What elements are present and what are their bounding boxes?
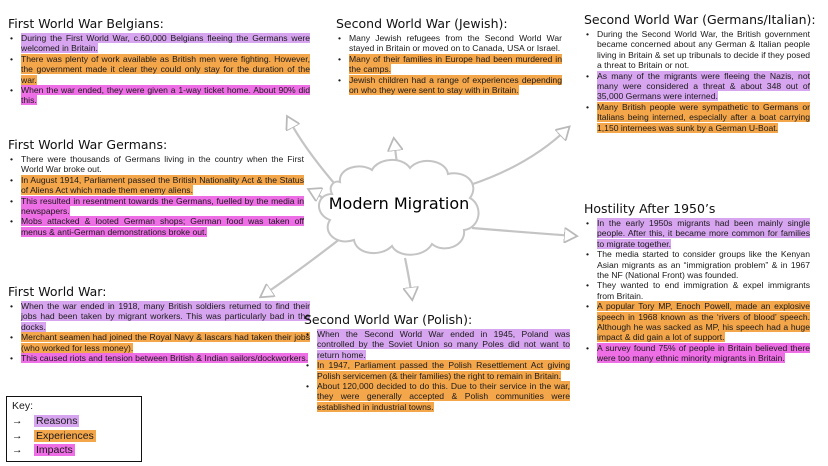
section-hostility-after-1950s [584, 201, 810, 364]
list-item-text: When the war ended, they were given a 1-way ticket home. About 90% did this. [21, 85, 310, 106]
section-wwii-polish [304, 312, 570, 412]
bullet-list [8, 154, 304, 237]
list-item-text: Jewish children had a range of experiences depending on who they were sent to stay with in Britain. [349, 74, 562, 96]
list-item-text: Many Jewish refugees from the Second World War stayed in Britain or moved on to Canada, USA or Israel. [349, 33, 562, 54]
list-item [8, 353, 310, 363]
key-title: Key: [12, 400, 34, 412]
list-item [304, 360, 570, 381]
list-item [336, 75, 562, 96]
bullet-list [584, 29, 810, 133]
right-arrow-icon: → [12, 444, 23, 456]
list-item-text: They wanted to end immigration & expel immigrants from Britain. [597, 280, 810, 301]
section-wwi-belgians [8, 16, 310, 106]
key-item-experiences [12, 429, 136, 444]
list-item [584, 102, 810, 133]
list-item-text: About 120,000 decided to do this. Due to their service in the war, they were generally accepted & Polish communities were established in industrial towns. [317, 381, 570, 412]
list-item-text: When the war ended in 1918, many British soldiers returned to find their jobs had been taken by migrant workers. This was particularly bad in the docks. [21, 301, 310, 332]
section-heading: First World War Germans: [8, 137, 168, 152]
list-item [584, 280, 810, 301]
list-item-text: This caused riots and tension between British & Indian sailors/dockworkers. [21, 353, 309, 364]
list-item [8, 154, 304, 175]
bullet-list [336, 33, 562, 95]
list-item [8, 216, 304, 237]
arrow-to-wwii-polish [405, 258, 412, 298]
central-title: Modern Migration [328, 194, 470, 213]
bullet-list [8, 33, 310, 106]
list-item-text: Many British people were sympathetic to Germans or Italians being interned, especially after a boat carrying 1,150 internees was sunk by a German U-Boat. [597, 101, 810, 133]
section-heading: First World War: [8, 284, 107, 299]
list-item [584, 301, 810, 343]
section-wwi [8, 284, 310, 363]
list-item-text: In 1947, Parliament passed the Polish Resettlement Act giving Polish servicemen (& their families) the right to remain in Britain. [317, 360, 570, 381]
list-item-text: As many of the migrants were fleeing the Nazis, not many were considered a threat & about 348 out of 35,000 Germans were interned. [597, 70, 810, 102]
list-item [336, 33, 562, 54]
list-item-text: During the First World War, c.60,000 Belgians fleeing the Germans were welcomed in Britain. [21, 33, 310, 54]
list-item-text: There was plenty of work available as British men were fighting. However, the government made it clear they could only stay for the duration of the war. [21, 53, 310, 85]
section-heading: Hostility After 1950’s [584, 201, 716, 216]
right-arrow-icon: → [12, 415, 23, 427]
section-wwi-germans [8, 137, 304, 237]
list-item-text: This resulted in resentment towards the Germans, fuelled by the media in newspapers. [21, 195, 304, 217]
arrow-to-hostility [472, 228, 575, 236]
list-item [584, 29, 810, 71]
section-heading: Second World War (Jewish): [336, 16, 508, 31]
list-item-text: A survey found 75% of people in Britain believed there were too many ethnic minority migrants in Britain. [597, 342, 810, 364]
list-item-text: Mobs attacked & looted German shops; German food was taken off menus & anti-German demonstrations broke out. [21, 216, 304, 237]
list-item [8, 301, 310, 332]
list-item-text: There were thousands of Germans living in the country when the First World War broke out. [21, 154, 304, 175]
list-item [584, 218, 810, 249]
section-heading: First World War Belgians: [8, 16, 164, 31]
list-item [584, 249, 810, 280]
arrow-to-wwii-germans [470, 128, 568, 185]
section-wwii-germans-italian [584, 12, 816, 133]
list-item [8, 33, 310, 54]
list-item-text: The media started to consider groups like the Kenyan Asian migrants as an “immigration problem” & in 1967 the NF (National Front) was founded. [597, 249, 810, 281]
bullet-list [8, 301, 310, 363]
key-item-impacts [12, 443, 136, 458]
list-item-text: Many of their families in Europe had been murdered in the camps. [349, 53, 562, 75]
list-item [584, 343, 810, 364]
list-item [8, 196, 304, 217]
colour-key [6, 396, 142, 462]
list-item [304, 381, 570, 412]
section-heading: Second World War (Germans/Italian): [584, 12, 816, 27]
list-item [8, 54, 310, 85]
key-label: Experiences [36, 429, 94, 442]
section-heading: Second World War (Polish): [304, 312, 473, 327]
list-item [584, 71, 810, 102]
list-item [336, 54, 562, 75]
list-item-text: In the early 1950s migrants had been mainly single people. After this, it became more common for families to migrate together. [597, 218, 810, 249]
bullet-list [584, 218, 810, 364]
section-wwii-jewish [336, 16, 562, 95]
list-item-text: Merchant seamen had joined the Royal Navy & lascars had taken their jobs (who worked for less money). [21, 332, 310, 353]
key-label: Reasons [36, 415, 78, 427]
right-arrow-icon: → [12, 429, 23, 442]
list-item [8, 332, 310, 353]
list-item-text: In August 1914, Parliament passed the British Nationality Act & the Status of Aliens Act which made them enemy aliens. [21, 174, 304, 196]
list-item [8, 85, 310, 106]
bullet-list [304, 329, 570, 412]
key-label: Impacts [36, 444, 73, 456]
key-item-reasons [12, 414, 136, 429]
list-item-text: During the Second World War, the British government became concerned about any German & Italian people living in Britain & set up tribunals to decide if they posed a threat to Britain or not. [597, 29, 810, 71]
list-item [8, 175, 304, 196]
list-item-text: A popular Tory MP, Enoch Powell, made an explosive speech in 1968 known as the ‘rivers of blood’ speech. Although he was sacked as MP, his speech had a huge impact & did gain a lot of support. [597, 301, 810, 343]
list-item [304, 329, 570, 360]
list-item-text: When the Second World War ended in 1945, Poland was controlled by the Soviet Union so many Poles did not want to return home. [317, 329, 570, 360]
